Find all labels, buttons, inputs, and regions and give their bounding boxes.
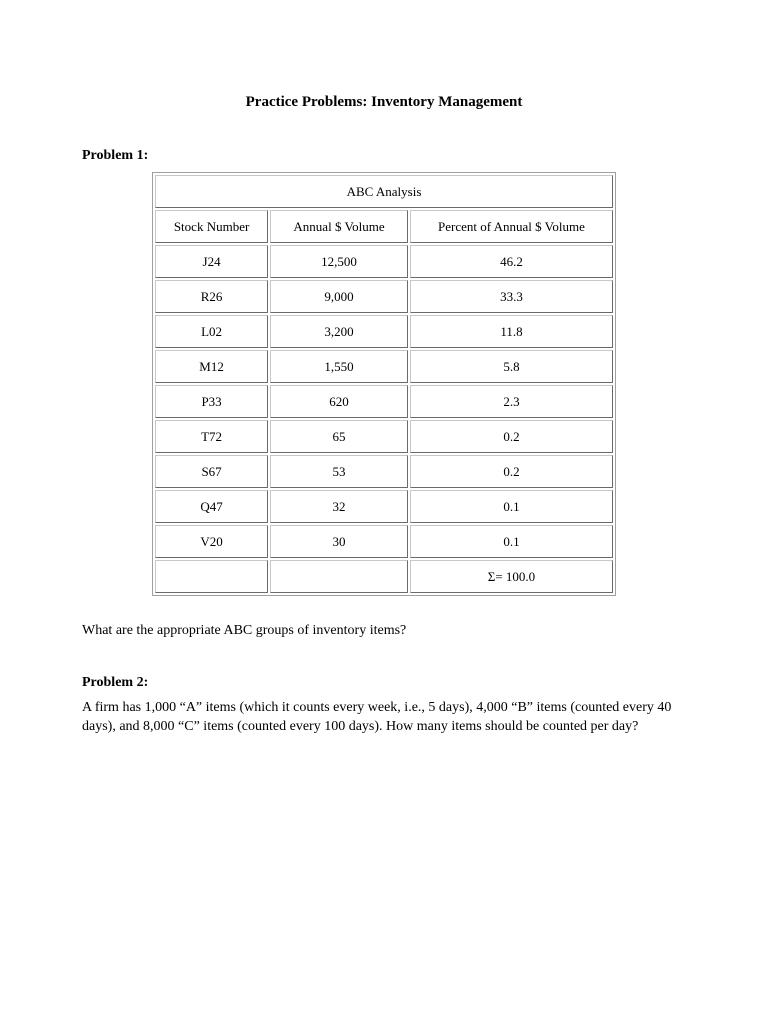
column-header-percent-volume: Percent of Annual $ Volume bbox=[410, 210, 613, 243]
cell-stock-number: L02 bbox=[155, 315, 268, 348]
cell-percent-volume: 5.8 bbox=[410, 350, 613, 383]
cell-empty bbox=[270, 560, 408, 593]
cell-stock-number: P33 bbox=[155, 385, 268, 418]
cell-percent-volume: 0.1 bbox=[410, 525, 613, 558]
table-row bbox=[155, 455, 613, 488]
table-row bbox=[155, 490, 613, 523]
cell-stock-number: T72 bbox=[155, 420, 268, 453]
cell-annual-volume: 1,550 bbox=[270, 350, 408, 383]
table-caption: ABC Analysis bbox=[155, 175, 613, 208]
table-row bbox=[155, 385, 613, 418]
cell-annual-volume: 3,200 bbox=[270, 315, 408, 348]
cell-percent-volume: 46.2 bbox=[410, 245, 613, 278]
cell-empty bbox=[155, 560, 268, 593]
cell-percent-volume: 33.3 bbox=[410, 280, 613, 313]
table-row bbox=[155, 420, 613, 453]
cell-percent-volume: 0.2 bbox=[410, 455, 613, 488]
page-title: Practice Problems: Inventory Management bbox=[245, 94, 523, 110]
cell-percent-volume: 0.1 bbox=[410, 490, 613, 523]
table-row bbox=[155, 245, 613, 278]
cell-annual-volume: 620 bbox=[270, 385, 408, 418]
cell-stock-number: J24 bbox=[155, 245, 268, 278]
cell-annual-volume: 30 bbox=[270, 525, 408, 558]
table-caption-row bbox=[155, 175, 613, 208]
cell-percent-volume: 11.8 bbox=[410, 315, 613, 348]
problem-2-text: A firm has 1,000 “A” items (which it counts every week, i.e., 5 days), 4,000 “B” items (counted every 40 days), and 8,000 “C” items (counted every 100 days). How many items should be counted per day? bbox=[82, 700, 672, 734]
cell-annual-volume: 9,000 bbox=[270, 280, 408, 313]
cell-stock-number: V20 bbox=[155, 525, 268, 558]
abc-analysis-table bbox=[152, 172, 616, 596]
column-header-annual-volume: Annual $ Volume bbox=[270, 210, 408, 243]
cell-stock-number: R26 bbox=[155, 280, 268, 313]
cell-annual-volume: 12,500 bbox=[270, 245, 408, 278]
table-header-row bbox=[155, 210, 613, 243]
cell-percent-volume: 0.2 bbox=[410, 420, 613, 453]
cell-annual-volume: 53 bbox=[270, 455, 408, 488]
table-row bbox=[155, 525, 613, 558]
cell-total-percent: Σ= 100.0 bbox=[410, 560, 613, 593]
table-total-row bbox=[155, 560, 613, 593]
cell-stock-number: Q47 bbox=[155, 490, 268, 523]
table-row bbox=[155, 315, 613, 348]
cell-stock-number: M12 bbox=[155, 350, 268, 383]
cell-percent-volume: 2.3 bbox=[410, 385, 613, 418]
cell-annual-volume: 32 bbox=[270, 490, 408, 523]
problem-2-heading: Problem 2: bbox=[82, 675, 149, 690]
cell-annual-volume: 65 bbox=[270, 420, 408, 453]
cell-stock-number: S67 bbox=[155, 455, 268, 488]
table-row bbox=[155, 280, 613, 313]
problem-1-heading: Problem 1: bbox=[82, 148, 149, 163]
column-header-stock-number: Stock Number bbox=[155, 210, 268, 243]
table-row bbox=[155, 350, 613, 383]
problem-1-question: What are the appropriate ABC groups of inventory items? bbox=[82, 623, 407, 638]
